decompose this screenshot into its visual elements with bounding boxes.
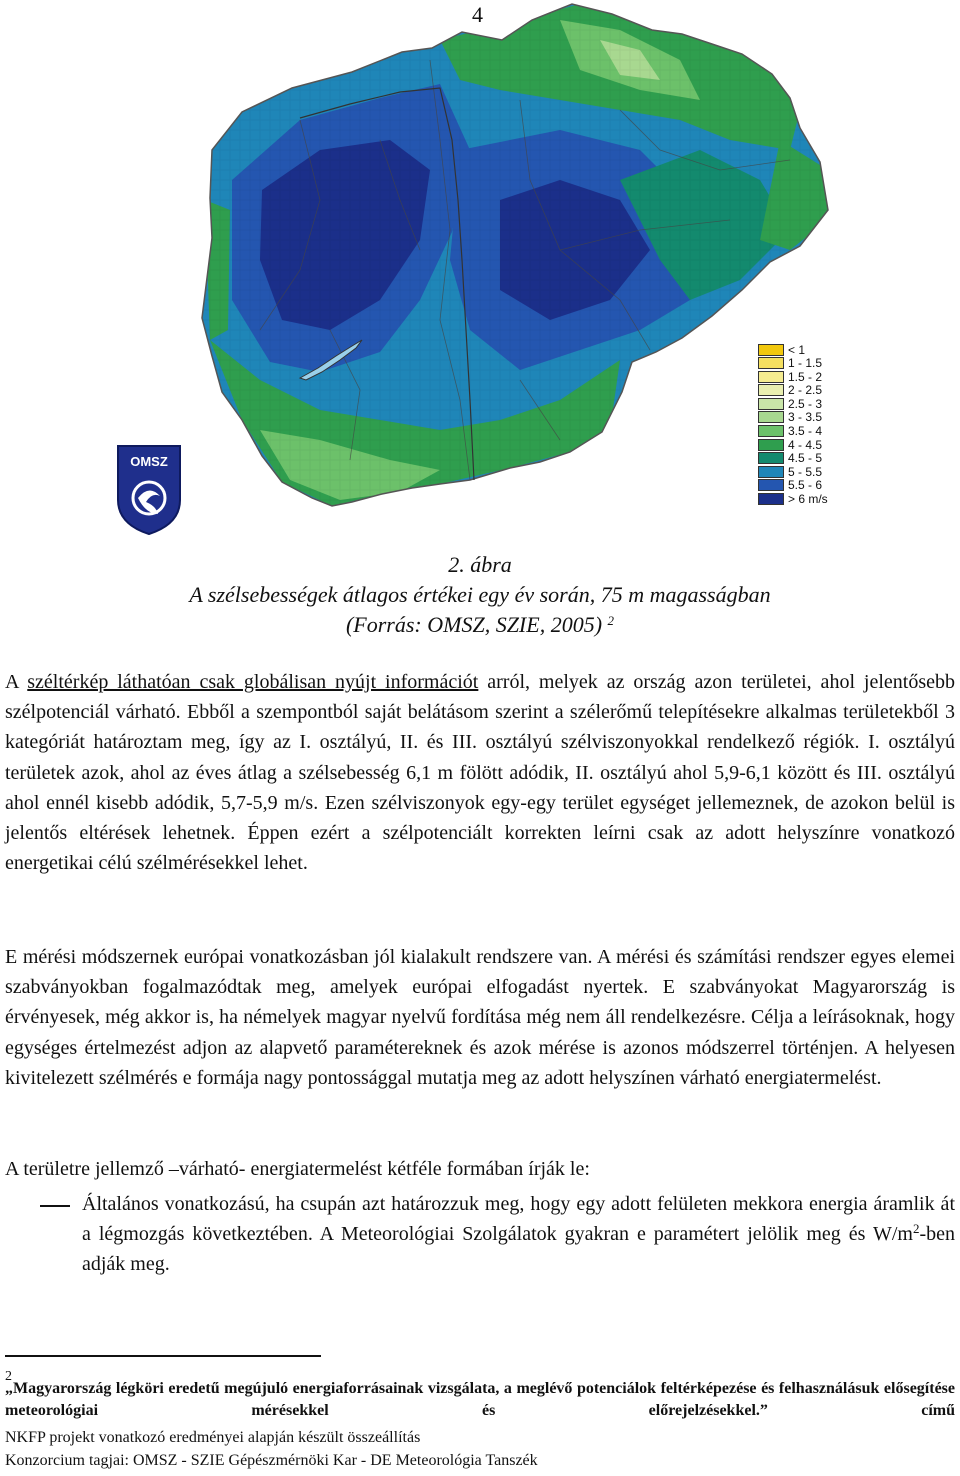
wind-speed-map-figure [0, 0, 960, 540]
legend-item [758, 452, 878, 465]
legend-label: 2 - 2.5 [788, 383, 823, 398]
legend-label: 3.5 - 4 [788, 424, 823, 439]
legend-label: 4.5 - 5 [788, 451, 823, 466]
legend-swatch [758, 384, 784, 396]
legend-label: 3 - 3.5 [788, 410, 823, 425]
legend-swatch [758, 479, 784, 491]
legend-swatch [758, 439, 784, 451]
paragraph-wind-map [5, 667, 955, 878]
legend-label: 5.5 - 6 [788, 478, 823, 493]
legend-label: 4 - 4.5 [788, 437, 823, 452]
paragraph-energy-forms: A területre jellemző –várható- energiatermelést kétféle formában írják le: [5, 1158, 590, 1180]
page-number: 4 [472, 2, 483, 27]
footnote-ref: 2 [607, 613, 615, 628]
legend-item [758, 425, 878, 438]
legend-item [758, 397, 878, 410]
map-color-field [200, 0, 840, 520]
legend-item [758, 343, 878, 356]
wind-speed-legend [758, 343, 878, 506]
legend-item [758, 357, 878, 370]
legend-label: 1 - 1.5 [788, 356, 823, 371]
bullet-text-after: -ben adják meg. [82, 1223, 955, 1276]
legend-swatch [758, 466, 784, 478]
legend-label: 5 - 5.5 [788, 464, 823, 479]
legend-swatch [758, 398, 784, 410]
figure-number: 2. ábra [448, 552, 512, 577]
legend-item [758, 411, 878, 424]
footnote-project: NKFP projekt vonatkozó eredményei alapján készült összeállítás [5, 1429, 421, 1446]
legend-label: 1.5 - 2 [788, 369, 823, 384]
paragraph-measurement-methods: E mérési módszernek európai vonatkozásban jól kialakult rendszere van. A mérési és számítási rendszer egyes elemei szabványokban fogalmazódtak meg, amelyek európai elfogadást nyertek. E szabványokat Magyarország is érvényesek, még akkor is, ha némelyek magyar nyelvű fordítása még nem áll rendelkezésre. Célja a leírásoknak, hogy egységes értelmezést adjon az alapvető paramétereknek és azok mérése is azonos módszerrel történjen. A helyesen kivitelezett szélmérés e formája nagy pontossággal mutatja meg az adott helyszínen várható energiatermelést. [5, 946, 955, 1089]
legend-swatch [758, 452, 784, 464]
bullet-dash [40, 1205, 70, 1207]
figure-source-text: (Forrás: OMSZ, SZIE, 2005) [345, 612, 608, 637]
paragraph-start: A [5, 671, 28, 693]
bullet-superscript: 2 [912, 1221, 920, 1237]
legend-item [758, 438, 878, 451]
legend-swatch [758, 371, 784, 383]
legend-swatch [758, 344, 784, 356]
legend-label: 2.5 - 3 [788, 396, 823, 411]
legend-swatch [758, 425, 784, 437]
footnote-title: „Magyarország légköri eredetű megújuló energiaforrásainak vizsgálata, a meglévő potenciálok feltérképezése és felhasználásuk elősegítése meteorológiai mérésekkel és előrejelzésekkel.” című [5, 1380, 955, 1419]
paragraph-rest: arról, melyek az ország azon területei, ahol jelentősebb szélpotenciál várható. Ebből a szempontból saját belátásom szerint a szélerőmű telepítésekre alkalmas területekből 3 kategóriát határoztam meg, így az I. osztályú, II. és III. osztályú szélviszonyokkal rendelkező régiók. I. osztályú területek azok, ahol az éves átlag a szélsebesség 6,1 m fölött adódik, II. osztályú ahol 5,9-6,1 között és III. osztályú ahol ennél kisebb adódik, 5,7-5,9 m/s. Ezen szélviszonyok egy-egy terület egységet jellemeznek, de azokon belül is jelentős eltérések lehetnek. Éppen ezért a szélpotenciált korrekten leírni csak az adott helyszínre vonatkozó energetikai célú szélmérésekkel lehet. [5, 671, 955, 875]
legend-item [758, 370, 878, 383]
footnote-separator [5, 1355, 321, 1357]
legend-item [758, 493, 878, 506]
footnote-consortium: Konzorcium tagjai: OMSZ - SZIE Gépészmérnöki Kar - DE Meteorológia Tanszék [5, 1452, 538, 1469]
svg-text:OMSZ: OMSZ [130, 454, 168, 469]
legend-swatch [758, 357, 784, 369]
omsz-shield-icon [116, 444, 182, 536]
legend-item [758, 479, 878, 492]
legend-label: < 1 [788, 342, 806, 357]
bullet-item [82, 1189, 955, 1280]
bullet-text-before: Általános vonatkozású, ha csupán azt határozzuk meg, hogy egy adott felületen mekkora energia áramlik át a légmozgás következtében. A Meteorológiai Szolgálatok gyakran e paramétert jelölik meg és W/m [82, 1193, 955, 1246]
figure-source [0, 612, 960, 638]
figure-title: A szélsebességek átlagos értékei egy év során, 75 m magasságban [189, 582, 771, 607]
omsz-logo [116, 444, 182, 536]
underlined-phrase: széltérkép láthatóan csak globálisan nyújt információt [27, 671, 479, 693]
legend-item [758, 384, 878, 397]
footnote-number: 2 [5, 1369, 12, 1384]
legend-swatch [758, 493, 784, 505]
legend-item [758, 465, 878, 478]
legend-label: > 6 m/s [788, 492, 828, 507]
legend-swatch [758, 411, 784, 423]
